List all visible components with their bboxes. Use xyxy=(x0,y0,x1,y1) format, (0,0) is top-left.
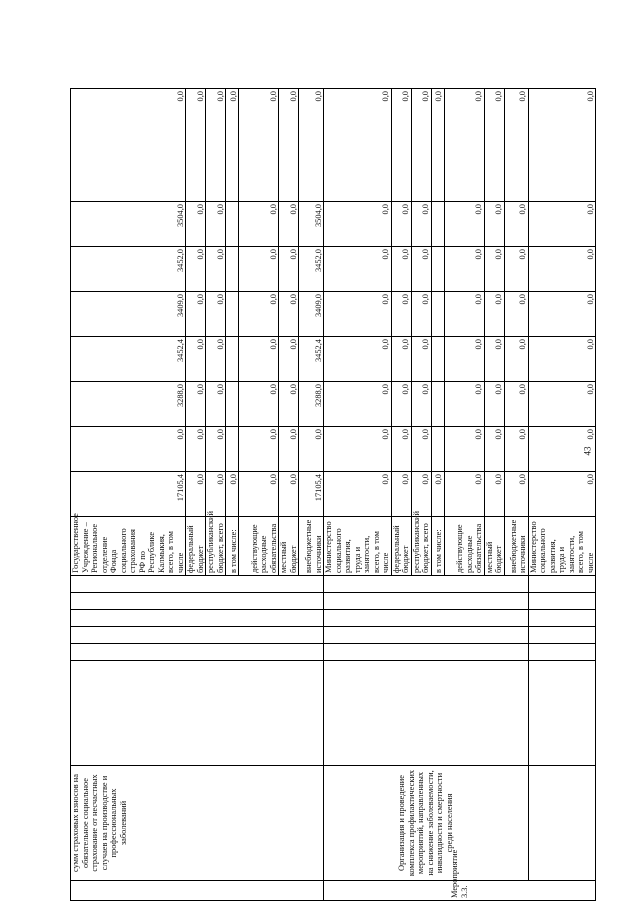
value-cell: 0,0 xyxy=(504,202,528,247)
funding-source-cell: федеральный бюджет xyxy=(186,517,206,576)
value-cell: 0,0 xyxy=(324,247,392,292)
value-cell: 0,0 xyxy=(299,89,324,202)
value-cell: 0,0 xyxy=(206,247,226,292)
budget-table xyxy=(70,88,596,901)
funding-source-cell: в том числе: xyxy=(226,517,239,576)
value-cell: 0,0 xyxy=(186,472,206,517)
value-cell: 0,0 xyxy=(411,202,431,247)
funding-source-cell: местный бюджет xyxy=(484,517,504,576)
value-cell: 0,0 xyxy=(239,89,279,202)
value-cell: 3452,4 xyxy=(71,337,186,382)
value-cell: 0,0 xyxy=(504,292,528,337)
value-cell xyxy=(226,382,239,427)
value-cell: 0,0 xyxy=(239,382,279,427)
funding-source-cell: местный бюджет xyxy=(279,517,299,576)
value-cell: 0,0 xyxy=(206,472,226,517)
value-cell: 0,0 xyxy=(411,382,431,427)
value-cell: 0,0 xyxy=(239,337,279,382)
value-cell: 0,0 xyxy=(324,472,392,517)
value-cell: 0,0 xyxy=(279,202,299,247)
value-cell xyxy=(431,292,444,337)
activity-description: сумм страховых взносов на обязательное социальное страхование от несчастных случаев на производстве и профессиональных заболеваний xyxy=(71,766,324,881)
code-cell xyxy=(324,576,529,593)
value-cell: 3452,0 xyxy=(299,247,324,292)
value-cell xyxy=(226,337,239,382)
code-cell xyxy=(71,576,324,593)
code-cell xyxy=(528,576,596,593)
table-row xyxy=(324,89,392,901)
value-cell xyxy=(226,427,239,472)
value-cell: 0,0 xyxy=(391,247,411,292)
value-cell xyxy=(226,202,239,247)
value-cell: 17105,4 xyxy=(71,472,186,517)
code-cell xyxy=(71,644,324,661)
value-cell: 0,0 xyxy=(504,382,528,427)
value-cell: 0,0 xyxy=(431,89,444,202)
value-cell: 0,0 xyxy=(226,89,239,202)
value-cell: 0,0 xyxy=(279,472,299,517)
page-number: 43 xyxy=(582,446,593,456)
value-cell: 0,0 xyxy=(279,89,299,202)
value-cell: 0,0 xyxy=(444,382,484,427)
code-cell xyxy=(71,593,324,610)
value-cell: 0,0 xyxy=(411,247,431,292)
table-row xyxy=(528,89,596,901)
code-cell xyxy=(528,593,596,610)
value-cell: 0,0 xyxy=(444,292,484,337)
code-cell xyxy=(71,610,324,627)
value-cell: 3409,0 xyxy=(299,292,324,337)
value-cell: 0,0 xyxy=(186,247,206,292)
value-cell: 0,0 xyxy=(239,202,279,247)
code-cell xyxy=(71,627,324,644)
value-cell xyxy=(431,247,444,292)
activity-description xyxy=(528,766,596,881)
value-cell: 0,0 xyxy=(324,202,392,247)
code-cell xyxy=(528,644,596,661)
activity-description: Организация и проведение комплекса профилактических мероприятий, направленных на снижение заболеваемости, инвалидности и смертности среди населения xyxy=(324,766,529,881)
value-cell: 0,0 xyxy=(324,337,392,382)
funding-source-cell: действующие расходные обязательства xyxy=(444,517,484,576)
value-cell: 0,0 xyxy=(528,247,596,292)
value-cell: 0,0 xyxy=(504,337,528,382)
responsible-cell xyxy=(528,661,596,766)
value-cell: 0,0 xyxy=(391,202,411,247)
value-cell: 0,0 xyxy=(528,337,596,382)
value-cell: 0,0 xyxy=(391,472,411,517)
funding-source-cell: республиканский бюджет, всего xyxy=(206,517,226,576)
value-cell: 0,0 xyxy=(431,472,444,517)
value-cell: 0,0 xyxy=(484,202,504,247)
value-cell: 0,0 xyxy=(444,202,484,247)
funding-source-cell: Министерство социального развития, труда и занятости, всего, в том числе xyxy=(528,517,596,576)
activity-number: Мероприятие 3.3. xyxy=(324,881,596,901)
value-cell: 0,0 xyxy=(391,382,411,427)
value-cell: 0,0 xyxy=(411,337,431,382)
value-cell: 0,0 xyxy=(484,472,504,517)
value-cell: 0,0 xyxy=(391,427,411,472)
value-cell: 0,0 xyxy=(484,337,504,382)
value-cell: 0,0 xyxy=(206,382,226,427)
value-cell: 0,0 xyxy=(444,472,484,517)
value-cell: 0,0 xyxy=(206,337,226,382)
funding-source-cell: внебюджетные источники xyxy=(299,517,324,576)
value-cell: 3452,4 xyxy=(299,337,324,382)
rotated-table-container xyxy=(70,89,595,901)
value-cell: 0,0 xyxy=(324,292,392,337)
value-cell: 0,0 xyxy=(411,472,431,517)
value-cell: 0,0 xyxy=(226,472,239,517)
responsible-cell xyxy=(324,661,529,766)
value-cell: 0,0 xyxy=(504,472,528,517)
value-cell: 0,0 xyxy=(504,427,528,472)
value-cell: 0,0 xyxy=(206,292,226,337)
value-cell: 0,0 xyxy=(299,427,324,472)
value-cell: 0,0 xyxy=(528,382,596,427)
code-cell xyxy=(528,610,596,627)
value-cell: 0,0 xyxy=(186,89,206,202)
code-cell xyxy=(528,627,596,644)
value-cell: 0,0 xyxy=(528,427,596,472)
code-cell xyxy=(324,644,529,661)
value-cell: 0,0 xyxy=(186,382,206,427)
value-cell: 0,0 xyxy=(279,427,299,472)
value-cell xyxy=(431,337,444,382)
value-cell: 3504,0 xyxy=(299,202,324,247)
value-cell: 0,0 xyxy=(484,427,504,472)
value-cell xyxy=(431,202,444,247)
funding-source-cell: федеральный бюджет xyxy=(391,517,411,576)
value-cell: 0,0 xyxy=(484,382,504,427)
value-cell xyxy=(226,292,239,337)
value-cell: 0,0 xyxy=(324,89,392,202)
funding-source-cell: республиканский бюджет, всего xyxy=(411,517,431,576)
value-cell: 0,0 xyxy=(504,89,528,202)
value-cell: 0,0 xyxy=(206,202,226,247)
value-cell: 0,0 xyxy=(528,292,596,337)
value-cell: 0,0 xyxy=(279,292,299,337)
value-cell: 0,0 xyxy=(528,202,596,247)
value-cell: 0,0 xyxy=(279,382,299,427)
value-cell: 0,0 xyxy=(444,427,484,472)
value-cell: 0,0 xyxy=(411,292,431,337)
value-cell: 0,0 xyxy=(186,292,206,337)
value-cell: 3288,0 xyxy=(71,382,186,427)
value-cell: 0,0 xyxy=(444,247,484,292)
value-cell: 0,0 xyxy=(324,382,392,427)
responsible-cell xyxy=(71,661,324,766)
value-cell: 0,0 xyxy=(391,337,411,382)
funding-source-cell: Министерство социального развития, труда и занятости, всего, в том числе xyxy=(324,517,392,576)
funding-source-cell: в том числе: xyxy=(431,517,444,576)
value-cell: 0,0 xyxy=(239,247,279,292)
value-cell: 0,0 xyxy=(444,89,484,202)
value-cell: 3409,0 xyxy=(71,292,186,337)
table-row xyxy=(71,89,186,901)
value-cell: 3288,0 xyxy=(299,382,324,427)
value-cell: 0,0 xyxy=(71,427,186,472)
value-cell: 0,0 xyxy=(528,89,596,202)
code-cell xyxy=(324,610,529,627)
value-cell: 0,0 xyxy=(239,292,279,337)
value-cell xyxy=(431,382,444,427)
value-cell: 0,0 xyxy=(239,472,279,517)
value-cell: 3504,0 xyxy=(71,202,186,247)
value-cell: 0,0 xyxy=(411,89,431,202)
number-cell xyxy=(71,881,324,901)
funding-source-cell: внебюджетные источники xyxy=(504,517,528,576)
value-cell: 0,0 xyxy=(528,472,596,517)
value-cell: 0,0 xyxy=(239,427,279,472)
value-cell: 0,0 xyxy=(444,337,484,382)
value-cell: 0,0 xyxy=(411,427,431,472)
code-cell xyxy=(324,593,529,610)
value-cell: 0,0 xyxy=(206,89,226,202)
value-cell: 3452,0 xyxy=(71,247,186,292)
value-cell: 0,0 xyxy=(186,202,206,247)
value-cell: 0,0 xyxy=(71,89,186,202)
value-cell xyxy=(226,247,239,292)
funding-source-cell: Государственное Учреждение – Региональное отделение Фонда социального страхования РФ по Республике Калмыкия, всего, в том числе xyxy=(71,517,186,576)
value-cell: 0,0 xyxy=(391,292,411,337)
value-cell: 0,0 xyxy=(391,89,411,202)
value-cell: 0,0 xyxy=(484,292,504,337)
value-cell: 0,0 xyxy=(324,427,392,472)
value-cell: 0,0 xyxy=(186,337,206,382)
funding-source-cell: действующие расходные обязательства xyxy=(239,517,279,576)
value-cell: 0,0 xyxy=(504,247,528,292)
value-cell: 0,0 xyxy=(279,337,299,382)
value-cell: 17105,4 xyxy=(299,472,324,517)
code-cell xyxy=(324,627,529,644)
value-cell xyxy=(431,427,444,472)
value-cell: 0,0 xyxy=(484,247,504,292)
value-cell: 0,0 xyxy=(206,427,226,472)
value-cell: 0,0 xyxy=(279,247,299,292)
value-cell: 0,0 xyxy=(484,89,504,202)
value-cell: 0,0 xyxy=(186,427,206,472)
